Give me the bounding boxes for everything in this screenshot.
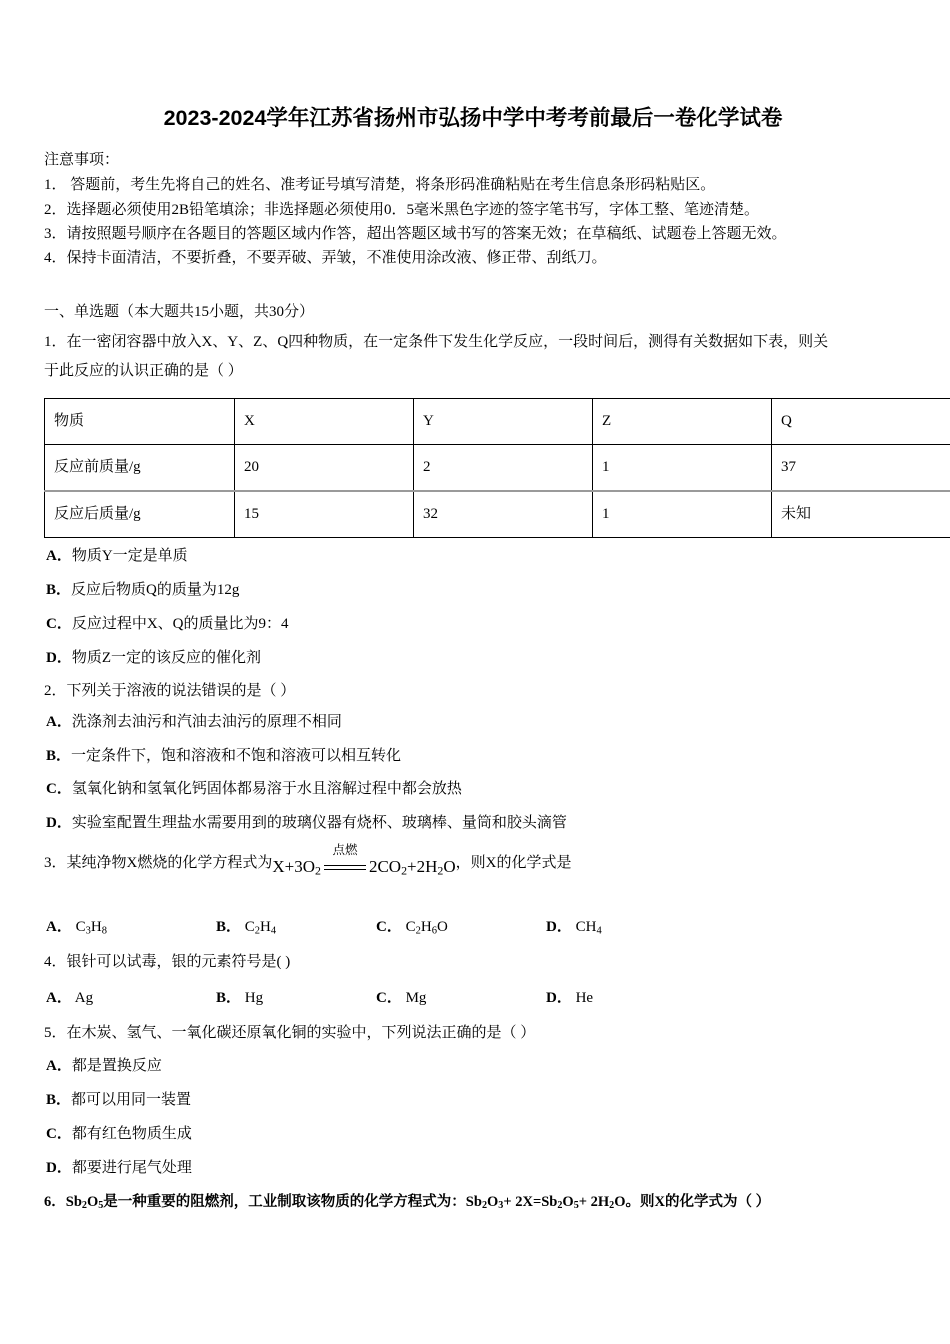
- option-d[interactable]: [44, 1152, 902, 1186]
- cell-before-z: 1: [593, 445, 772, 492]
- option-b-text: 都可以用同一装置: [71, 1092, 192, 1109]
- row-label-after: 反应后质量/g: [45, 491, 235, 538]
- question-3: [44, 845, 902, 944]
- option-d[interactable]: [44, 642, 902, 676]
- table-header-x: X: [235, 399, 414, 445]
- q6-part-1: 6．Sb: [44, 1194, 82, 1211]
- option-c-text: 氢氧化钠和氢氧化钙固体都易溶于水且溶解过程中都会放热: [71, 781, 462, 798]
- table-header-q: Q: [772, 399, 950, 445]
- q6-part-7: + 2H: [578, 1194, 610, 1211]
- cell-before-q: 37: [772, 445, 950, 492]
- option-b[interactable]: B． $C_2H_4$: [216, 919, 277, 937]
- option-a-text: 洗涤剂去油污和汽油去油污的原理不相同: [71, 713, 342, 730]
- cell-after-x: 15: [235, 491, 414, 538]
- equation-left: X+3O: [272, 856, 315, 876]
- option-c-label: C．: [46, 1125, 72, 1142]
- cell-before-x: 20: [235, 445, 414, 492]
- section-heading: 一、单选题（本大题共15小题，共30分）: [44, 304, 315, 321]
- option-d-text: 物质Z一定的该反应的催化剂: [71, 649, 262, 666]
- notice-item-1: 1． 答题前，考生先将自己的姓名、准考证号填写清楚，将条形码准确粘贴在考生信息条形码粘贴区。: [44, 177, 716, 194]
- q6-sub-7: 2: [609, 1200, 615, 1212]
- option-a-text: 都是置换反应: [71, 1058, 162, 1075]
- question-5-stem: 5．在木炭、氢气、一氧化碳还原氧化铜的实验中，下列说法正确的是（ ）: [44, 1025, 536, 1042]
- q6-part-8: O。则X的化学式为（ ）: [614, 1194, 771, 1211]
- page-title: 2023-2024学年江苏省扬州市弘扬中学中考考前最后一卷化学试卷: [163, 106, 783, 130]
- option-a[interactable]: [46, 983, 93, 1015]
- equation-left-sub: 2: [315, 863, 321, 878]
- question-6: [44, 1189, 902, 1217]
- option-d-label: D．: [546, 919, 572, 936]
- q6-part-2: O: [86, 1194, 99, 1211]
- question-3-stem-suffix: ，则X的化学式是: [455, 854, 572, 871]
- page-content: [44, 0, 902, 1217]
- question-2: [44, 679, 902, 840]
- option-a[interactable]: [44, 1050, 902, 1084]
- option-c-label: C．: [46, 615, 72, 632]
- option-c-label: C．: [46, 781, 72, 798]
- option-b[interactable]: [216, 983, 263, 1015]
- question-4-stem: 4．银针可以试毒，银的元素符号是( ): [44, 954, 291, 971]
- option-b[interactable]: [44, 574, 902, 608]
- option-b[interactable]: [44, 740, 902, 774]
- option-c[interactable]: [376, 983, 426, 1015]
- option-d[interactable]: D． $CH_4$: [546, 919, 602, 937]
- option-d-label: D．: [46, 1159, 72, 1176]
- question-2-stem: 2．下列关于溶液的说法错误的是（ ）: [44, 683, 296, 700]
- option-b-label: B．: [216, 990, 242, 1007]
- notice-block: [44, 149, 902, 270]
- notice-item-3: 3．请按照题号顺序在各题目的答题区域内作答，超出答题区域书写的答案无效；在草稿纸、试题卷上答题无效。: [44, 225, 787, 242]
- option-b-text: 一定条件下，饱和溶液和不饱和溶液可以相互转化: [71, 747, 402, 764]
- chemical-equation-combustion: [272, 843, 456, 889]
- option-a[interactable]: [44, 540, 902, 574]
- equation-right-1: 2CO: [368, 856, 402, 876]
- q6-part-3: 是一种重要的阻燃剂，工业制取该物质的化学方程式为：Sb: [103, 1194, 482, 1211]
- option-a[interactable]: A． $C_3H_8$: [46, 919, 107, 937]
- cell-before-y: 2: [414, 445, 593, 492]
- question-1-options: [44, 540, 902, 675]
- option-d-formula: He: [575, 990, 594, 1007]
- reaction-mass-table: [44, 398, 950, 538]
- table-header-y: Y: [414, 399, 593, 445]
- question-5-options: [44, 1050, 902, 1185]
- cell-after-q: 未知: [772, 491, 950, 538]
- question-3-stem-prefix: 3．某纯净物X燃烧的化学方程式为: [44, 854, 273, 871]
- option-b-label: B．: [46, 747, 72, 764]
- question-4: [44, 947, 902, 1014]
- option-b-label: B．: [46, 582, 72, 599]
- option-a[interactable]: [44, 706, 902, 740]
- q6-part-4: O: [487, 1194, 499, 1211]
- option-b-text: 反应后物质Q的质量为12g: [71, 582, 240, 599]
- option-d-text: 实验室配置生理盐水需要用到的玻璃仪器有烧杯、玻璃棒、量筒和胶头滴管: [71, 815, 567, 831]
- option-c[interactable]: [44, 773, 902, 807]
- question-1-stem-line1: 1．在一密闭容器中放入X、Y、Z、Q四种物质，在一定条件下发生化学反应，一段时间后，测得有关数据如下表，则关: [44, 334, 829, 351]
- notice-item-4: 4．保持卡面清洁，不要折叠，不要弄破、弄皱，不准使用涂改液、修正带、刮纸刀。: [44, 250, 607, 267]
- reaction-condition-label: 点燃: [332, 843, 358, 858]
- notice-item-2: 2．选择题必须使用2B铅笔填涂；非选择题必须使用0．5毫米黑色字迹的签字笔书写，字体工整、笔迹清楚。: [44, 201, 760, 218]
- option-c-text: 都有红色物质生成: [71, 1125, 192, 1142]
- q6-sub-5: 2: [557, 1200, 563, 1212]
- table-header-z: Z: [593, 399, 772, 445]
- option-d[interactable]: [44, 807, 902, 841]
- cell-after-z: 1: [593, 491, 772, 538]
- option-c-label: C．: [376, 919, 402, 936]
- option-c[interactable]: [44, 608, 902, 642]
- equation-plus: +2H: [407, 856, 438, 876]
- question-5: [44, 1018, 902, 1185]
- table-row: [45, 491, 950, 538]
- option-a-label: A．: [46, 990, 72, 1007]
- option-d-label: D．: [546, 990, 572, 1007]
- reaction-arrow-icon: [322, 843, 368, 876]
- cell-after-y: 32: [414, 491, 593, 538]
- q6-sub-2: 5: [98, 1200, 104, 1212]
- option-c[interactable]: [44, 1118, 902, 1152]
- q6-part-6: O: [562, 1194, 574, 1211]
- option-d-label: D．: [46, 649, 72, 666]
- question-4-options: [44, 983, 902, 1014]
- option-b[interactable]: [44, 1084, 902, 1118]
- option-c-formula: Mg: [405, 990, 427, 1007]
- question-1: [44, 328, 902, 675]
- question-1-stem-line2: 于此反应的认识正确的是（ ）: [44, 362, 243, 379]
- equation-right-2-tail: O: [443, 856, 456, 876]
- q6-sub-3: 2: [481, 1200, 487, 1212]
- option-a-formula: Ag: [74, 990, 94, 1007]
- option-b-formula: Hg: [244, 990, 264, 1007]
- question-2-options: [44, 706, 902, 841]
- option-c[interactable]: C． $C_2H_6O$: [376, 919, 448, 937]
- q6-sub-4: 3: [498, 1200, 504, 1212]
- option-b-label: B．: [216, 919, 242, 936]
- table-row-header: [45, 399, 950, 445]
- notice-heading: 注意事项：: [44, 152, 120, 169]
- question-3-stem: [44, 845, 902, 889]
- question-3-options: [44, 912, 902, 943]
- option-b-label: B．: [46, 1092, 72, 1109]
- q6-sub-6: 5: [573, 1200, 579, 1212]
- equation-right-1-sub: 2: [401, 863, 408, 878]
- option-a-label: A．: [46, 1058, 72, 1075]
- reaction-arrow-bar: [324, 865, 366, 870]
- q6-sub-1: 2: [81, 1200, 87, 1212]
- question-6-stem: [44, 1189, 902, 1217]
- option-c-text: 反应过程中X、Q的质量比为9：4: [71, 615, 289, 632]
- equation-right-2-sub: 2: [437, 863, 444, 878]
- option-a-label: A．: [46, 713, 72, 730]
- option-a-text: 物质Y一定是单质: [71, 548, 188, 565]
- option-a-label: A．: [46, 919, 72, 936]
- option-d[interactable]: [546, 983, 593, 1015]
- table-row: [45, 445, 950, 492]
- row-label-before: 反应前质量/g: [45, 445, 235, 492]
- option-a-label: A．: [46, 548, 72, 565]
- q6-part-5: + 2X=Sb: [503, 1194, 558, 1211]
- option-d-label: D．: [46, 815, 72, 831]
- table-header-substance: 物质: [45, 399, 235, 445]
- option-c-label: C．: [376, 990, 402, 1007]
- option-d-text: 都要进行尾气处理: [71, 1159, 192, 1176]
